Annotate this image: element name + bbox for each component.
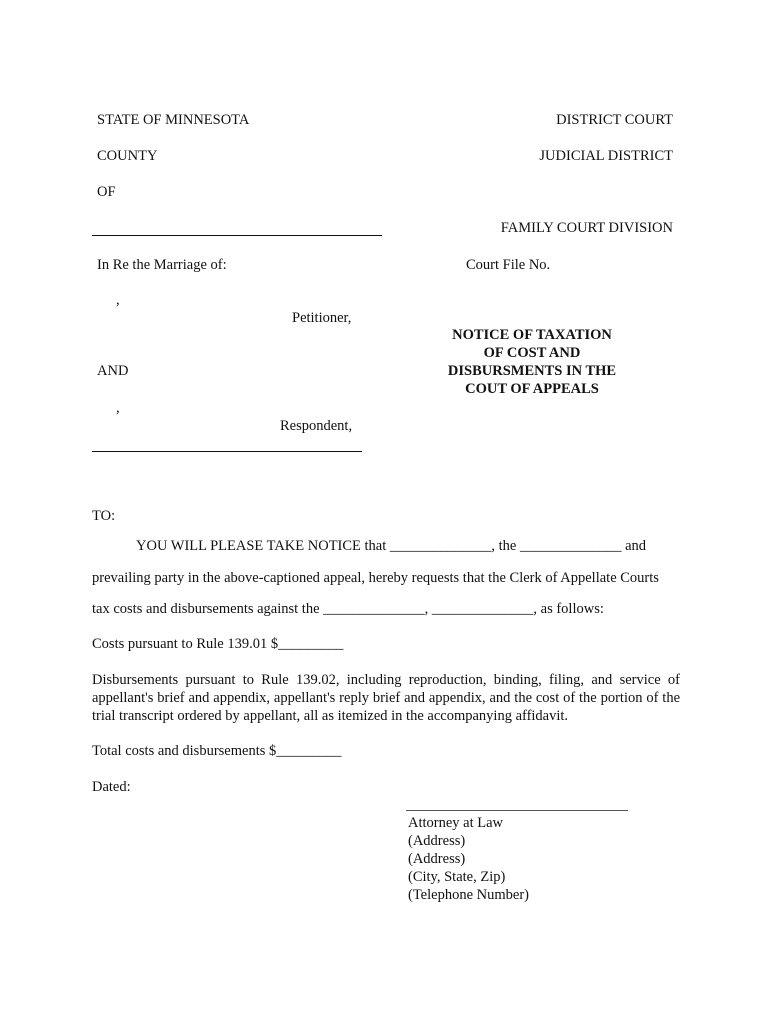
- respondent-name-comma: ,: [116, 400, 120, 416]
- to-label: TO:: [92, 508, 116, 524]
- county-name-blank-line: [92, 235, 382, 236]
- signature-telephone: (Telephone Number): [408, 887, 529, 903]
- of-label: OF: [97, 184, 116, 200]
- title-line: OF COST AND: [483, 345, 581, 361]
- and-label: AND: [97, 363, 129, 379]
- court-file-number-label: Court File No.: [466, 257, 551, 273]
- court-heading: DISTRICT COURT: [556, 112, 673, 128]
- title-line: DISBURSMENTS IN THE: [447, 363, 617, 379]
- title-line: NOTICE OF TAXATION: [452, 327, 612, 343]
- costs-line: Costs pursuant to Rule 139.01 $_________: [92, 636, 344, 652]
- in-re-marriage-label: In Re the Marriage of:: [97, 257, 227, 273]
- signature-address: (Address): [408, 851, 466, 867]
- signature-address: (Address): [408, 833, 466, 849]
- petitioner-name-comma: ,: [116, 292, 120, 308]
- dated-label: Dated:: [92, 779, 131, 795]
- signature-city-state-zip: (City, State, Zip): [408, 869, 506, 885]
- attorney-signature-block: [408, 814, 529, 904]
- notice-line-2: prevailing party in the above-captioned appeal, hereby requests that the Clerk of Appellate Courts: [92, 570, 659, 586]
- judicial-district-label: JUDICIAL DISTRICT: [539, 148, 673, 164]
- notice-line-3: tax costs and disbursements against the ______________, ______________, as follows:: [92, 601, 604, 617]
- family-court-division: FAMILY COURT DIVISION: [500, 220, 673, 236]
- notice-line-1: YOU WILL PLEASE TAKE NOTICE that ______________, the ______________ and: [136, 538, 647, 554]
- respondent-label: Respondent,: [280, 418, 353, 434]
- state-heading: STATE OF MINNESOTA: [97, 112, 250, 128]
- caption-bottom-line: [92, 451, 362, 452]
- disbursements-paragraph: Disbursements pursuant to Rule 139.02, including reproduction, binding, filing, and service of appellant's brief and appendix, appellant's reply brief and appendix, and the cost of the portion of the trial transcript ordered by appellant, all as itemized in the accompanying affidavit.: [92, 672, 680, 724]
- document-title: [432, 326, 632, 398]
- signature-attorney: Attorney at Law: [408, 815, 504, 831]
- petitioner-label: Petitioner,: [292, 310, 352, 326]
- title-line: COUT OF APPEALS: [465, 381, 599, 397]
- total-costs-line: Total costs and disbursements $_________: [92, 743, 342, 759]
- county-label: COUNTY: [97, 148, 158, 164]
- signature-line: [406, 810, 628, 811]
